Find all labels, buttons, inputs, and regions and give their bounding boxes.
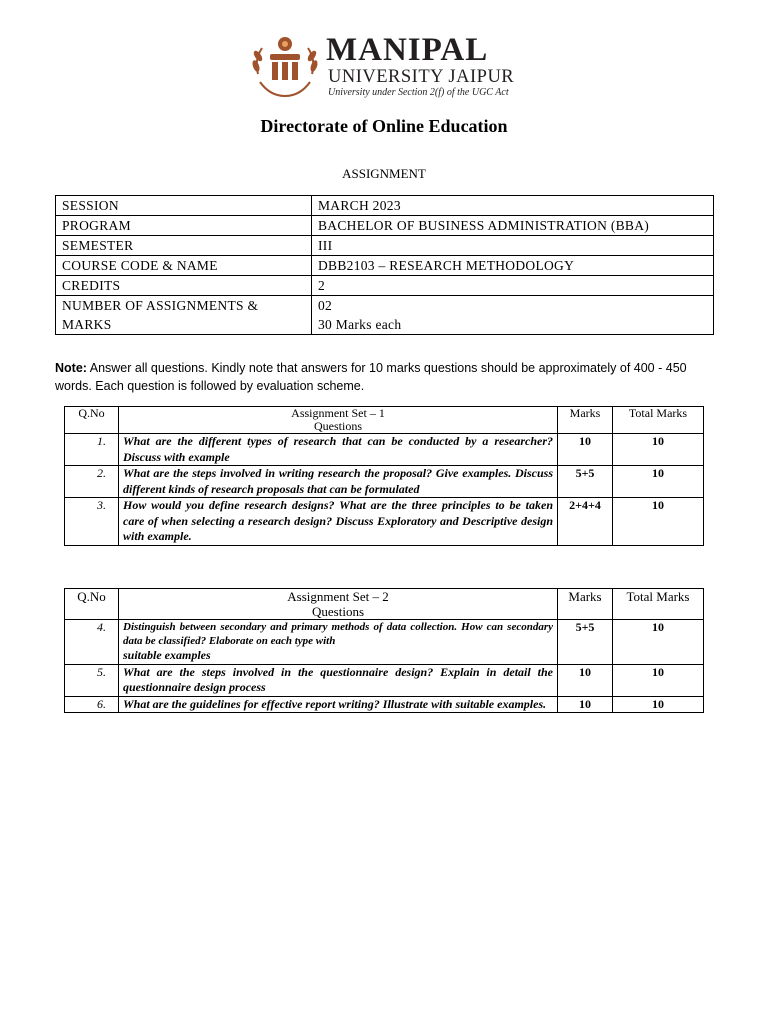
question-text: What are the steps involved in the questionnaire design? Explain in detail the questionnaire design process xyxy=(119,664,558,696)
col-total-marks: Total Marks xyxy=(613,407,704,434)
question-text: How would you define research designs? What are the three principles to be taken care of when selecting a research design? Discuss Exploratory and Descriptive design with example. xyxy=(119,498,558,546)
set-title: Assignment Set – 1 xyxy=(291,406,385,420)
table-row xyxy=(65,620,704,665)
info-row-course xyxy=(56,256,714,276)
question-number: 4. xyxy=(65,620,119,665)
info-value: MARCH 2023 xyxy=(312,196,714,216)
info-key: COURSE CODE & NAME xyxy=(56,256,312,276)
note-paragraph xyxy=(55,359,717,395)
col-questions xyxy=(119,589,558,620)
info-key-line2: MARKS xyxy=(62,317,112,332)
info-key xyxy=(56,296,312,335)
info-row-session xyxy=(56,196,714,216)
question-marks: 10 xyxy=(558,434,613,466)
info-key: CREDITS xyxy=(56,276,312,296)
directorate-title: Directorate of Online Education xyxy=(260,116,508,136)
question-text-part2: suitable examples xyxy=(123,648,211,662)
note-label: Note: xyxy=(55,361,87,375)
question-number: 6. xyxy=(65,696,119,713)
set-title: Assignment Set – 2 xyxy=(287,589,389,604)
question-number: 5. xyxy=(65,664,119,696)
col-marks: Marks xyxy=(558,589,613,620)
question-marks: 10 xyxy=(558,696,613,713)
note-text: Answer all questions. Kindly note that answers for 10 marks questions should be approximately of 400 - 450 words. Each question is followed by evaluation scheme. xyxy=(55,361,687,393)
col-total-marks: Total Marks xyxy=(613,589,704,620)
question-total: 10 xyxy=(613,498,704,546)
info-value: 2 xyxy=(312,276,714,296)
info-key: SEMESTER xyxy=(56,236,312,256)
col-qno: Q.No xyxy=(65,407,119,434)
brand-subtitle: UNIVERSITY JAIPUR xyxy=(328,67,515,87)
info-key-line1: NUMBER OF ASSIGNMENTS & xyxy=(62,298,259,313)
assignment-set-1-table xyxy=(64,406,704,546)
question-text: What are the steps involved in writing research the proposal? Give examples. Discuss different kinds of research proposals that can be formulated xyxy=(119,466,558,498)
table-row xyxy=(65,696,704,713)
assignment-heading: ASSIGNMENT xyxy=(342,166,426,181)
question-total: 10 xyxy=(613,620,704,665)
table-row xyxy=(65,664,704,696)
info-value: DBB2103 – RESEARCH METHODOLOGY xyxy=(312,256,714,276)
question-total: 10 xyxy=(613,696,704,713)
info-value-line2: 30 Marks each xyxy=(318,317,402,332)
question-marks: 5+5 xyxy=(558,466,613,498)
assignment-set-2-table xyxy=(64,588,704,713)
info-row-semester xyxy=(56,236,714,256)
info-value: BACHELOR OF BUSINESS ADMINISTRATION (BBA) xyxy=(312,216,714,236)
question-marks: 10 xyxy=(558,664,613,696)
set-subtitle: Questions xyxy=(314,419,362,433)
info-key: SESSION xyxy=(56,196,312,216)
question-number: 3. xyxy=(65,498,119,546)
question-text: What are the different types of research that can be conducted by a researcher? Discuss with example xyxy=(119,434,558,466)
info-key: PROGRAM xyxy=(56,216,312,236)
university-logo xyxy=(248,30,538,100)
table-row xyxy=(65,498,704,546)
col-questions xyxy=(119,407,558,434)
info-row-program xyxy=(56,216,714,236)
question-total: 10 xyxy=(613,664,704,696)
question-text xyxy=(119,620,558,665)
question-marks: 5+5 xyxy=(558,620,613,665)
brand-tagline: University under Section 2(f) of the UGC Act xyxy=(328,87,509,98)
question-text-part1: Distinguish between secondary and primary methods of data collection. How can secondary data be classified? Elaborate on each type with xyxy=(123,621,553,647)
table-row xyxy=(65,466,704,498)
question-number: 2. xyxy=(65,466,119,498)
table-header-row xyxy=(65,407,704,434)
table-row xyxy=(65,434,704,466)
question-number: 1. xyxy=(65,434,119,466)
question-total: 10 xyxy=(613,434,704,466)
table-header-row xyxy=(65,589,704,620)
emblem-icon xyxy=(248,30,322,104)
assignment-info-table xyxy=(55,195,714,335)
col-marks: Marks xyxy=(558,407,613,434)
info-value xyxy=(312,296,714,335)
info-value-line1: 02 xyxy=(318,298,333,313)
set-subtitle: Questions xyxy=(312,604,364,619)
col-qno: Q.No xyxy=(65,589,119,620)
info-row-credits xyxy=(56,276,714,296)
question-total: 10 xyxy=(613,466,704,498)
brand-name: MANIPAL xyxy=(326,32,489,68)
question-marks: 2+4+4 xyxy=(558,498,613,546)
info-row-assignments xyxy=(56,296,714,335)
info-value: III xyxy=(312,236,714,256)
question-text: What are the guidelines for effective report writing? Illustrate with suitable examples. xyxy=(119,696,558,713)
